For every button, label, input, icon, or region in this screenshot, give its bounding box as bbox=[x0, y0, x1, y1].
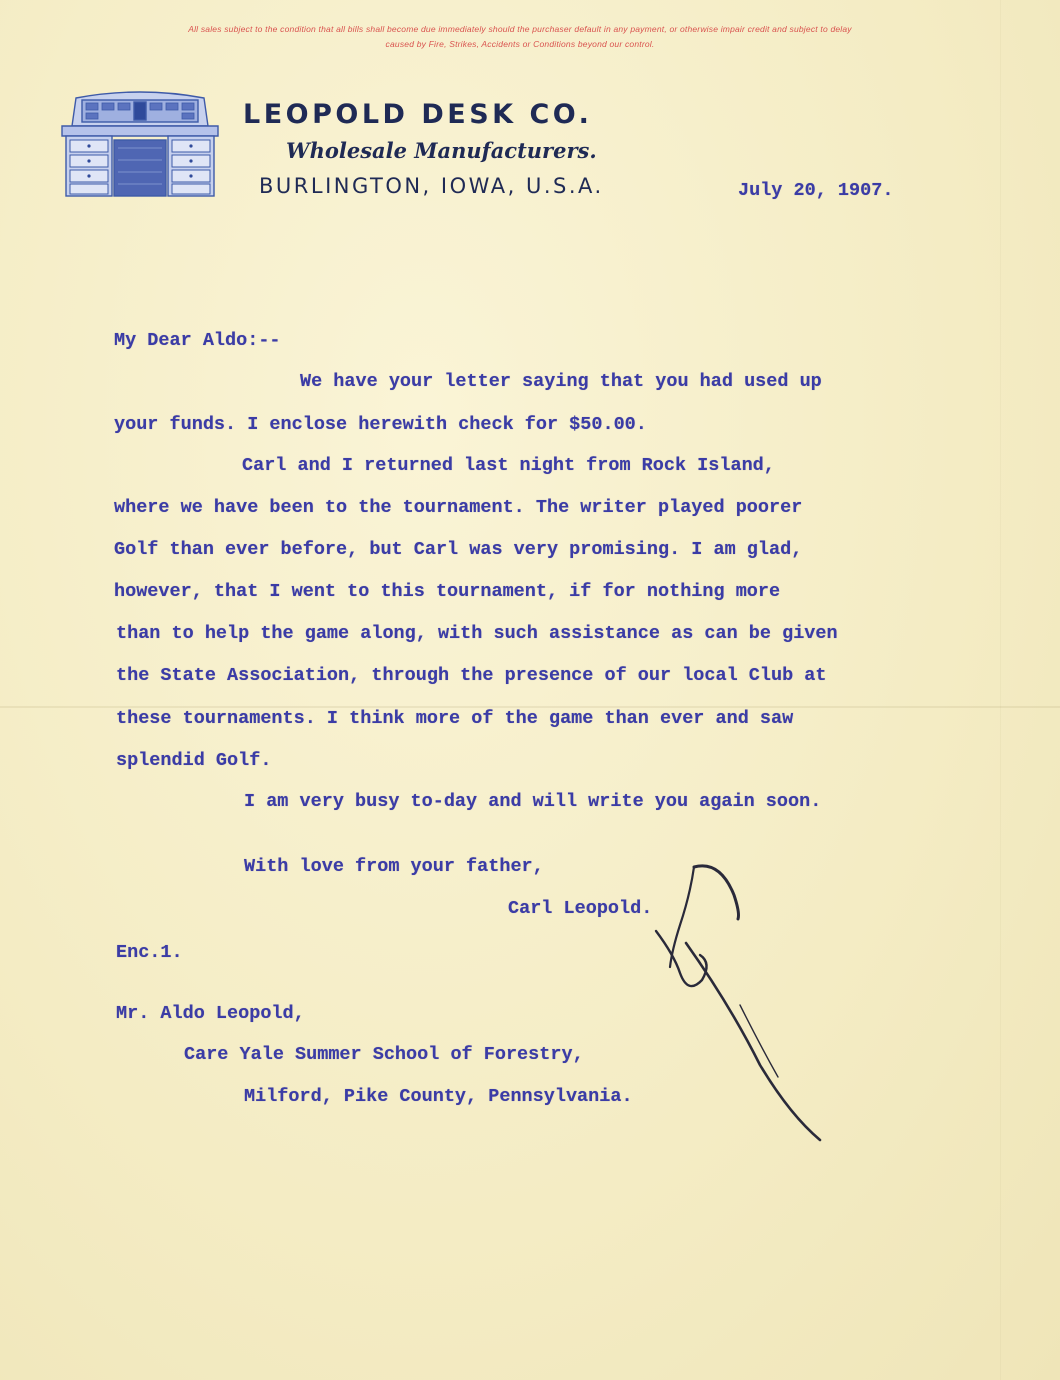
body-line: your funds. I enclose herewith check for $50.00. bbox=[114, 414, 647, 435]
paper-edge-line bbox=[1000, 0, 1001, 1380]
body-line: We have your letter saying that you had used up bbox=[300, 371, 822, 392]
salutation: My Dear Aldo:-- bbox=[114, 330, 281, 351]
company-subtitle: Wholesale Manufacturers. bbox=[286, 138, 597, 163]
letter-date: July 20, 1907. bbox=[738, 180, 894, 201]
roll-top-desk-icon bbox=[58, 88, 222, 200]
body-line: the State Association, through the presence of our local Club at bbox=[116, 665, 827, 686]
handwritten-signature-icon bbox=[650, 855, 840, 1155]
body-line: where we have been to the tournament. The writer played poorer bbox=[114, 497, 803, 518]
body-line: than to help the game along, with such assistance as can be given bbox=[116, 623, 838, 644]
address-line: Milford, Pike County, Pennsylvania. bbox=[244, 1086, 633, 1107]
sales-terms-notice bbox=[90, 22, 950, 52]
body-line: however, that I went to this tournament, if for nothing more bbox=[114, 581, 781, 602]
body-line: I am very busy to-day and will write you again soon. bbox=[244, 791, 822, 812]
company-name: LEOPOLD DESK CO. bbox=[243, 99, 593, 130]
body-line: Golf than ever before, but Carl was very promising. I am glad, bbox=[114, 539, 803, 560]
address-line: Mr. Aldo Leopold, bbox=[116, 1003, 305, 1024]
company-city: BURLINGTON, IOWA, U.S.A. bbox=[259, 174, 604, 198]
signed-name: Carl Leopold. bbox=[508, 898, 653, 919]
closing: With love from your father, bbox=[244, 856, 544, 877]
terms-line-2: caused by Fire, Strikes, Accidents or Conditions beyond our control. bbox=[385, 39, 655, 49]
enclosure-note: Enc.1. bbox=[116, 942, 183, 963]
body-line: Carl and I returned last night from Rock Island, bbox=[242, 455, 775, 476]
terms-line-1: All sales subject to the condition that all bills shall become due immediately should the purchaser default in any payment, or otherwise impair credit and subject to delay bbox=[188, 24, 852, 34]
address-line: Care Yale Summer School of Forestry, bbox=[184, 1044, 584, 1065]
body-line: splendid Golf. bbox=[116, 750, 272, 771]
body-line: these tournaments. I think more of the game than ever and saw bbox=[116, 708, 794, 729]
